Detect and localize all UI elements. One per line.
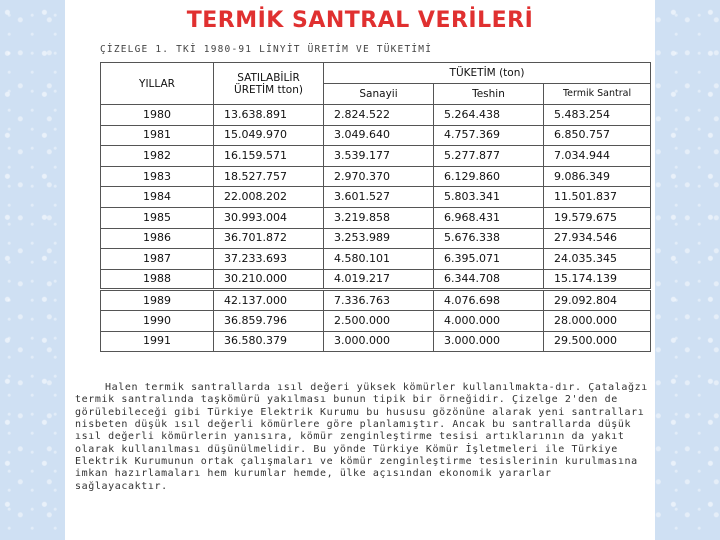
table-row (101, 310, 651, 331)
cell-year: 1987 (101, 249, 214, 270)
cell-heating: 4.757.369 (434, 125, 544, 146)
cell-production: 30.210.000 (214, 269, 324, 290)
cell-heating: 6.344.708 (434, 269, 544, 290)
table-row (101, 166, 651, 187)
cell-thermal: 27.934.546 (544, 228, 651, 249)
cell-industry: 3.000.000 (324, 331, 434, 352)
cell-year: 1984 (101, 187, 214, 208)
cell-year: 1982 (101, 146, 214, 167)
cell-year: 1988 (101, 269, 214, 290)
table-row (101, 331, 651, 352)
table-row (101, 125, 651, 146)
cell-thermal: 29.500.000 (544, 331, 651, 352)
cell-thermal: 24.035.345 (544, 249, 651, 270)
cell-heating: 5.676.338 (434, 228, 544, 249)
cell-thermal: 28.000.000 (544, 310, 651, 331)
cell-heating: 5.803.341 (434, 187, 544, 208)
cell-year: 1985 (101, 207, 214, 228)
cell-industry: 3.219.858 (324, 207, 434, 228)
page-title: TERMİK SANTRAL VERİLERİ (186, 8, 534, 33)
cell-industry: 3.253.989 (324, 228, 434, 249)
cell-heating: 5.264.438 (434, 105, 544, 126)
cell-year: 1980 (101, 105, 214, 126)
table-row (101, 269, 651, 290)
cell-industry: 3.601.527 (324, 187, 434, 208)
cell-industry: 7.336.763 (324, 290, 434, 311)
cell-production: 13.638.891 (214, 105, 324, 126)
cell-thermal: 11.501.837 (544, 187, 651, 208)
table-row (101, 207, 651, 228)
header-industry: Sanayii (324, 84, 434, 105)
cell-thermal: 29.092.804 (544, 290, 651, 311)
cell-year: 1983 (101, 166, 214, 187)
production-consumption-table (100, 62, 651, 352)
cell-production: 36.701.872 (214, 228, 324, 249)
cell-thermal: 7.034.944 (544, 146, 651, 167)
cell-thermal: 9.086.349 (544, 166, 651, 187)
cell-thermal: 15.174.139 (544, 269, 651, 290)
cell-thermal: 5.483.254 (544, 105, 651, 126)
cell-production: 36.580.379 (214, 331, 324, 352)
cell-heating: 6.968.431 (434, 207, 544, 228)
header-heating: Teshin (434, 84, 544, 105)
cell-industry: 3.049.640 (324, 125, 434, 146)
cell-industry: 3.539.177 (324, 146, 434, 167)
cell-heating: 6.129.860 (434, 166, 544, 187)
table-caption: ÇİZELGE 1. TKİ 1980-91 LİNYİT ÜRETİM VE TÜKETİMİ (100, 44, 433, 55)
cell-production: 22.008.202 (214, 187, 324, 208)
cell-production: 16.159.571 (214, 146, 324, 167)
cell-year: 1981 (101, 125, 214, 146)
table-row (101, 290, 651, 311)
table-row (101, 249, 651, 270)
cell-production: 18.527.757 (214, 166, 324, 187)
cell-industry: 4.019.217 (324, 269, 434, 290)
cell-heating: 6.395.071 (434, 249, 544, 270)
cell-heating: 4.000.000 (434, 310, 544, 331)
cell-thermal: 19.579.675 (544, 207, 651, 228)
table-row (101, 187, 651, 208)
cell-heating: 3.000.000 (434, 331, 544, 352)
cell-thermal: 6.850.757 (544, 125, 651, 146)
cell-heating: 5.277.877 (434, 146, 544, 167)
table-row (101, 146, 651, 167)
cell-production: 30.993.004 (214, 207, 324, 228)
header-production: SATILABİLİR ÜRETİM tton) (214, 63, 324, 105)
cell-heating: 4.076.698 (434, 290, 544, 311)
cell-year: 1990 (101, 310, 214, 331)
cell-production: 42.137.000 (214, 290, 324, 311)
cell-industry: 2.824.522 (324, 105, 434, 126)
cell-industry: 2.500.000 (324, 310, 434, 331)
table-row (101, 105, 651, 126)
cell-production: 15.049.970 (214, 125, 324, 146)
cell-industry: 4.580.101 (324, 249, 434, 270)
cell-production: 37.233.693 (214, 249, 324, 270)
body-paragraph: Halen termik santrallarda ısıl değeri yüksek kömürler kullanılmakta-dır. Çatalağzı termik santralında taşkömürü yakılması bunun tipik bir örneğidir. Çizelge 2'den de görülebileceği gibi Türkiye Elektrik Kurumu bu hususu gözönüne alarak yeni santralları nisbeten düşük ısıl değerli kömürlere göre planlamıştır. Ancak bu santrallarda düşük ısıl değerli kömürlerin yanısıra, kömür zenginleştirme tesisi artıklarının da yakıt olarak kullanılması düşünülmelidir. Bu yönde Türkiye Kömür İşletmeleri ile Türkiye Elektrik Kurumunun ortak çalışmaları ve kömür zenginleştirme tesislerinin kurulmasına imkan hazırlamaları hem kurumlar hemde, ülke açısından ekonomik yararlar sağlayacaktır. (75, 382, 648, 492)
header-thermal: Termik Santral (544, 84, 651, 105)
cell-year: 1986 (101, 228, 214, 249)
cell-year: 1989 (101, 290, 214, 311)
cell-industry: 2.970.370 (324, 166, 434, 187)
cell-production: 36.859.796 (214, 310, 324, 331)
table-row (101, 228, 651, 249)
header-consumption: TÜKETİM (ton) (324, 63, 651, 84)
cell-year: 1991 (101, 331, 214, 352)
header-years: YILLAR (101, 63, 214, 105)
